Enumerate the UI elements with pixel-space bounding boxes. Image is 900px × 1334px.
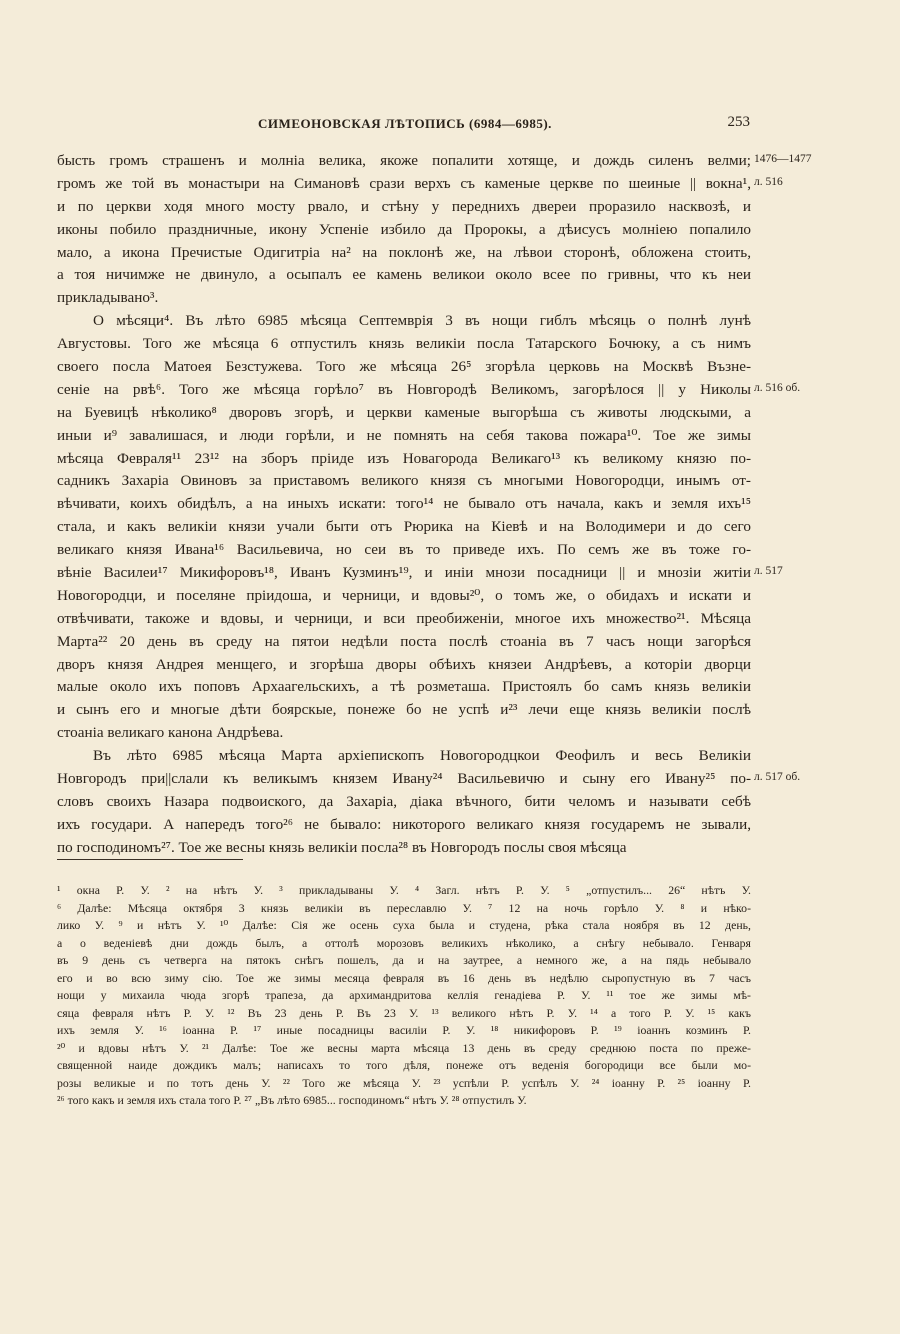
text-line: громъ же той въ монастыри на Симановѣ срази верхъ съ каменые церкве по шеиные || вокна¹, (57, 174, 751, 192)
text-line: иконы побило праздничные, икону Успеніе избило да Пророкы, а дѣисусъ молніею попалило (57, 220, 751, 238)
text-line: стала, и какъ великіи князи учали быти отъ Рюрика на Кіевѣ и на Володимери и до сего (57, 518, 751, 536)
footnote-line: розы великые и по тотъ день У. ²² Того же мѣсяца У. ²³ успѣли Р. успѣлъ У. ²⁴ іоанну Р. ²⁵ іоанну Р. (57, 1075, 751, 1090)
margin-note: л. 516 об. (754, 382, 801, 394)
text-line: Августовы. Того же мѣсяца 6 отпустилъ князь великіи посла Татарского Бочюку, а съ нимъ (57, 335, 751, 353)
text-line: малые около ихъ поповъ Архаагельскихъ, а тѣ розметаша. Пристоялъ бо самъ князь великіи (57, 678, 751, 696)
text-line: иныи и⁹ завалишася, и люди горѣли, и не помнять на себя такова пожара¹⁰. Тое же зимы (57, 426, 751, 444)
text-line: отвѣчивати, такоже и вдовы, и черници, и вси преобиженіи, многое ихъ множество²¹. Мѣсяца (57, 609, 751, 627)
footnote-divider (57, 859, 243, 860)
text-line: Новогородци, и поселяне пріидоша, и черници, и вдовы²⁰, о томъ же, о обидахъ и искати и (57, 586, 751, 604)
footnote-line: лико У. ⁹ и нѣтъ У. ¹⁰ Далѣе: Сія же осень суха была и студена, рѣка стала ноября въ 12 день, (57, 918, 751, 932)
footnote-line: священной наиде дождикъ малъ; написахъ то того дѣля, понеже отъ веденія богородици все были мо- (57, 1058, 751, 1072)
text-line: О мѣсяци⁴. Въ лѣто 6985 мѣсяца Септемврія 3 въ нощи гиблъ мѣсяць о полнѣ лунѣ (93, 312, 751, 330)
footnote-line: ¹ окна Р. У. ² на нѣтъ У. ³ прикладываны У. ⁴ Загл. нѣтъ Р. У. ⁵ „отпустилъ... 26“ нѣтъ У. (57, 883, 751, 897)
text-line: вѣніе Василеи¹⁷ Микифоровъ¹⁸, Иванъ Кузминъ¹⁹, и иніи мнози посадници || и мнозіи житіи (57, 564, 751, 582)
text-line: своего посла Матоея Безстужева. Того же мѣсяца 26⁵ згорѣла церковь на Москвѣ Възне- (57, 358, 751, 376)
running-title: СИМЕОНОВСКАЯ ЛѢТОПИСЬ (6984—6985). (258, 116, 552, 131)
text-line: великаго князя Ивана¹⁶ Васильевича, но сеи въ то приведе ихъ. По семъ же въ тоже го- (57, 541, 751, 559)
text-line: и по церкви ходя много мосту рвало, и стѣну у переднихъ двереи проразило насквозѣ, и (57, 197, 751, 215)
text-line: Новгородъ при||слали къ великымъ князем Ивану²⁴ Васильевичю и сыну его Ивану²⁵ по- (57, 770, 751, 788)
text-line: на Буевицѣ нѣколико⁸ дворовъ згорѣ, и церкви каменые выгорѣша съ животы людскыми, а (57, 403, 751, 421)
text-line: сеніе на рвѣ⁶. Того же мѣсяца горѣло⁷ въ Новгородѣ Великомъ, загорѣлося || у Николы (57, 380, 751, 398)
footnote-line: ²⁶ того какъ и земля ихъ стала того Р. ²⁷ „Въ лѣто 6985... господиномъ“ нѣтъ У. ²⁸ отпустилъ У. (57, 1093, 527, 1107)
text-line: мѣсяца Февраля¹¹ 23¹² на зборъ пріиде изъ Новагорода Великаго¹³ къ великому князю по- (57, 449, 751, 467)
footnote-line: его и во всю зиму сію. Тое же зимы месяца февраля въ 16 день въ недѣлю сыропустную въ 7 часъ (57, 970, 751, 985)
text-line: а тоя ничимже не двинуло, а осыпалъ ее камень великои около всее по гривны, что къ неи (57, 266, 751, 284)
text-line: и сынъ его и многые дѣти боярскые, понеже бо не успѣ и²³ лечи еще князь великіи послѣ (57, 701, 751, 719)
text-line: Марта²² 20 день въ среду на пятои недѣли поста послѣ стоаніа въ 7 часъ нощи загорѣся (57, 632, 751, 650)
margin-note: л. 516 (754, 175, 783, 188)
page-number: 253 (727, 114, 750, 130)
text-line: вѣчивати, коихъ обидѣлъ, а на иныхъ искати: того¹⁴ не бывало отъ начала, какъ и земля ихъ¹⁵ (57, 495, 751, 513)
margin-note: л. 517 об. (754, 771, 801, 784)
text-line: бысть громъ страшенъ и молніа велика, якоже попалити хотяще, и дождь силенъ велми; (57, 152, 751, 169)
text-line: Въ лѣто 6985 мѣсяца Марта архіепископъ Новогородцкои Феофилъ и весь Великіи (93, 747, 751, 765)
text-line: прикладывано³. (57, 289, 159, 307)
footnote-line: ²⁰ и вдовы нѣтъ У. ²¹ Далѣе: Тое же весны марта мѣсяца 13 день въ среду среднюю поста по преже- (57, 1040, 751, 1055)
margin-note: 1476—1477 (754, 153, 812, 165)
text-line: садникъ Захаріа Овиновъ за приставомъ великого князя съ многыми Новогородци, инымъ от- (57, 472, 751, 490)
text-line: стоаніа великаго канона Андрѣева. (57, 724, 284, 742)
footnote-line: въ 9 день съ четверга на пятокъ снѣгъ пошелъ, да и на заутрее, а немного же, а на пядь небывало (57, 953, 751, 967)
text-line: ихъ государи. А напередъ того²⁶ не бывало: никоторого великаго князя государемъ не зывали, (57, 815, 751, 833)
text-line: по господиномъ²⁷. Тое же весны князь великіи посла²⁸ въ Новгородъ послы своя мѣсяца (57, 838, 627, 856)
text-line: дворъ князя Андрея менщего, и згорѣша дворы обѣихъ князеи Андрѣевъ, а которіи дворци (57, 655, 751, 673)
footnote-line: нощи у михаила чюда згорѣ трапеза, да архимандритова келлія генадіева Р. У. ¹¹ тое же зимы мѣ- (57, 988, 751, 1002)
text-line: словъ своихъ Назара подвоиского, да Захаріа, діака вѣчного, бити челомъ и называти себѣ (57, 792, 751, 810)
chronicle-text (57, 150, 751, 860)
footnote-line: ихъ земля У. ¹⁶ іоанна Р. ¹⁷ иные посадницы василіи Р. У. ¹⁸ никифоровъ Р. ¹⁹ іоаннъ козминъ Р. (57, 1023, 751, 1037)
footnote-line: ⁶ Далѣе: Мѣсяца октября 3 князь великіи въ переславлю У. ⁷ 12 на ночь горѣло У. ⁸ и нѣко- (57, 900, 751, 915)
footnote-line: сяца февраля нѣтъ Р. У. ¹² Въ 23 день Р. Въ 23 У. ¹³ великого нѣтъ Р. У. ¹⁴ а того Р. У. ¹⁵ какъ (57, 1005, 751, 1020)
footnotes (57, 882, 751, 1110)
text-line: мало, а икона Пречистые Одигитріа на² на поклонѣ же, на лѣвои сторонѣ, обложена стоить, (57, 243, 751, 261)
footnote-line: а о веденіевѣ дни дождь былъ, а оттолѣ морозовъ великихъ нѣколико, а снѣгу небывало. Генваря (57, 935, 751, 950)
margin-note: л. 517 (754, 565, 783, 578)
